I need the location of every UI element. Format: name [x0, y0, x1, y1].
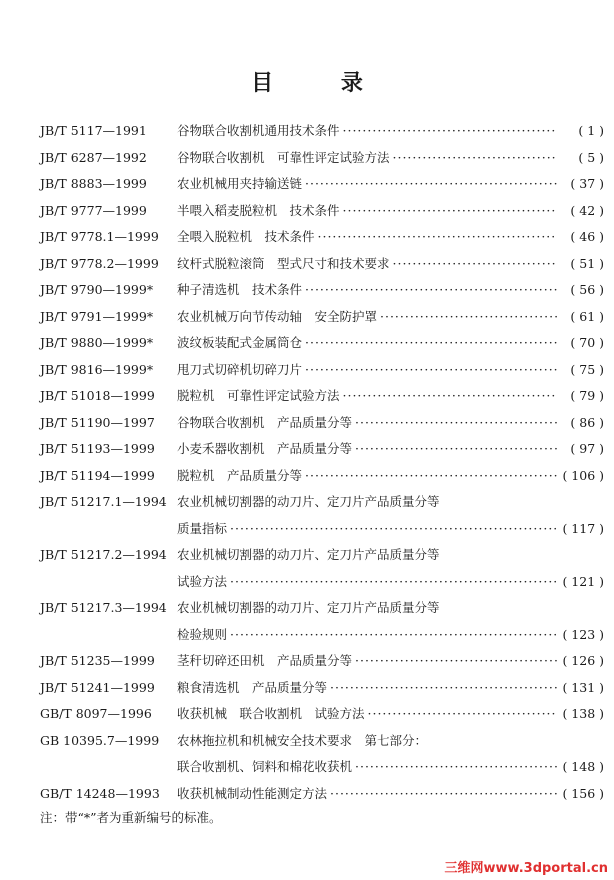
standard-code: GB 10395.7—1999	[40, 732, 160, 748]
table-of-contents	[0, 118, 614, 807]
dot-leader	[393, 251, 557, 278]
standard-code: JB/T 51241—1999	[40, 679, 155, 695]
entry-title-text: 脱粒机 可靠性评定试验方法	[177, 388, 340, 403]
page-number: ( 56 )	[570, 282, 604, 297]
entry-title-text: 农业机械切割器的动刀片、定刀片产品质量分等	[177, 600, 440, 615]
entry-title-text: 谷物联合收割机 可靠性评定试验方法	[177, 149, 390, 165]
standard-code: JB/T 51193—1999	[40, 441, 155, 456]
entry-title-text: 波纹板装配式金属筒仓	[177, 335, 303, 350]
standard-code: GB/T 14248—1993	[40, 785, 160, 801]
watermark: 三维网www.3dportal.cn	[444, 861, 608, 876]
standard-code: JB/T 9778.2—1999	[40, 255, 159, 271]
entry-title-text: 半喂入稻麦脱粒机 技术条件	[177, 202, 340, 218]
entry-title-text: 农业机械万向节传动轴 安全防护罩	[177, 308, 378, 324]
toc-entry-title	[177, 277, 604, 304]
entry-title-text: 纹杆式脱粒滚筒 型式尺寸和技术要求	[177, 255, 390, 271]
toc-row[interactable]	[0, 410, 614, 437]
entry-title-text: 收获机械 联合收割机 试验方法	[177, 706, 365, 721]
toc-row[interactable]	[0, 701, 614, 728]
toc-row[interactable]	[0, 463, 614, 490]
page-number: ( 106 )	[562, 467, 604, 483]
standard-code: JB/T 9778.1—1999	[40, 229, 159, 244]
standard-code: JB/T 9790—1999*	[40, 282, 154, 297]
page-number: ( 86 )	[570, 414, 604, 430]
page-number: ( 75 )	[570, 361, 604, 377]
toc-row[interactable]	[0, 754, 614, 781]
standard-code: JB/T 51194—1999	[40, 467, 155, 483]
dot-leader	[355, 648, 557, 675]
page-number: ( 1 )	[578, 123, 604, 138]
toc-entry-title	[177, 622, 604, 649]
entry-title-text: 联合收割机、饲料和棉花收获机	[177, 759, 353, 774]
dot-leader	[230, 516, 557, 543]
toc-row[interactable]	[0, 304, 614, 331]
toc-row[interactable]	[0, 675, 614, 702]
entry-title-text: 种子清选机 技术条件	[177, 282, 303, 297]
toc-entry-title	[177, 675, 604, 702]
standard-code: JB/T 51217.1—1994	[40, 494, 167, 509]
standard-code: JB/T 9791—1999*	[40, 308, 154, 324]
standard-code: JB/T 8883—1999	[40, 176, 147, 191]
page-number: ( 70 )	[570, 335, 604, 350]
toc-entry-title	[177, 224, 604, 251]
toc-row[interactable]	[0, 436, 614, 463]
entry-title-text: 粮食清选机 产品质量分等	[177, 679, 328, 695]
dot-leader	[368, 701, 557, 728]
standard-code: JB/T 51235—1999	[40, 653, 155, 668]
toc-entry-title	[177, 516, 604, 543]
page-number: ( 123 )	[562, 626, 604, 642]
toc-row[interactable]	[0, 251, 614, 278]
page-number: ( 37 )	[570, 176, 604, 191]
toc-entry-title	[177, 436, 604, 463]
toc-entry-title	[177, 304, 604, 331]
toc-entry-title	[177, 383, 604, 410]
dot-leader	[318, 224, 557, 251]
toc-entry-title	[177, 542, 604, 569]
toc-row[interactable]	[0, 542, 614, 569]
entry-title-text: 小麦禾器收割机 产品质量分等	[177, 441, 353, 456]
dot-leader	[343, 118, 557, 145]
entry-title-text: 谷物联合收割机 产品质量分等	[177, 414, 353, 430]
page-number: ( 156 )	[562, 785, 604, 801]
entry-title-text: 农业机械切割器的动刀片、定刀片产品质量分等	[177, 494, 440, 509]
toc-entry-title	[177, 118, 604, 145]
toc-row[interactable]	[0, 728, 614, 755]
toc-entry-title	[177, 357, 604, 384]
toc-entry-title	[177, 489, 604, 516]
dot-leader	[355, 410, 557, 437]
toc-entry-title	[177, 781, 604, 808]
entry-title-text: 收获机械制动性能测定方法	[177, 785, 328, 801]
standard-code: JB/T 51190—1997	[40, 414, 155, 430]
toc-entry-title	[177, 198, 604, 225]
toc-entry-title	[177, 701, 604, 728]
entry-title-text: 甩刀式切碎机切碎刀片	[177, 361, 303, 377]
standard-code: JB/T 51018—1999	[40, 388, 155, 403]
entry-title-text: 农林拖拉机和机械安全技术要求 第七部分：	[177, 732, 428, 748]
page-number: ( 5 )	[578, 149, 604, 165]
dot-leader	[343, 198, 557, 225]
toc-row[interactable]	[0, 569, 614, 596]
toc-entry-title	[177, 754, 604, 781]
toc-entry-title	[177, 569, 604, 596]
page-number: ( 61 )	[570, 308, 604, 324]
standard-code: JB/T 9777—1999	[40, 202, 147, 218]
dot-leader	[330, 781, 557, 808]
dot-leader	[355, 436, 557, 463]
entry-title-text: 质量指标	[177, 520, 228, 536]
toc-row[interactable]	[0, 224, 614, 251]
standard-code: JB/T 6287—1992	[40, 149, 147, 165]
toc-row[interactable]	[0, 648, 614, 675]
toc-entry-title	[177, 251, 604, 278]
page-number: ( 148 )	[562, 759, 604, 774]
dot-leader	[305, 357, 557, 384]
toc-row[interactable]	[0, 622, 614, 649]
toc-entry-title	[177, 648, 604, 675]
dot-leader	[380, 304, 557, 331]
page-number: ( 138 )	[562, 706, 604, 721]
toc-row[interactable]	[0, 489, 614, 516]
toc-row[interactable]	[0, 781, 614, 808]
page-number: ( 46 )	[570, 229, 604, 244]
toc-entry-title	[177, 171, 604, 198]
toc-row[interactable]	[0, 330, 614, 357]
page-title: 目 录	[251, 71, 393, 96]
standard-code: GB/T 8097—1996	[40, 706, 152, 721]
dot-leader	[230, 622, 557, 649]
dot-leader	[305, 463, 557, 490]
entry-title-text: 农业机械用夹持输送链	[177, 176, 303, 191]
toc-entry-title	[177, 410, 604, 437]
toc-entry-title	[177, 463, 604, 490]
toc-row[interactable]	[0, 198, 614, 225]
standard-code: JB/T 9880—1999*	[40, 335, 154, 350]
toc-row[interactable]	[0, 357, 614, 384]
standard-code: JB/T 51217.2—1994	[40, 547, 167, 562]
entry-title-text: 全喂入脱粒机 技术条件	[177, 229, 315, 244]
dot-leader	[330, 675, 557, 702]
dot-leader	[343, 383, 557, 410]
toc-row[interactable]	[0, 516, 614, 543]
standard-code: JB/T 51217.3—1994	[40, 600, 167, 615]
dot-leader	[230, 569, 557, 596]
toc-row[interactable]	[0, 277, 614, 304]
standard-code: JB/T 5117—1991	[40, 123, 147, 138]
page-number: ( 42 )	[570, 202, 604, 218]
dot-leader	[393, 145, 557, 172]
page-number: ( 97 )	[570, 441, 604, 456]
page-number: ( 79 )	[570, 388, 604, 403]
entry-title-text: 农业机械切割器的动刀片、定刀片产品质量分等	[177, 547, 440, 562]
toc-row[interactable]	[0, 595, 614, 622]
toc-row[interactable]	[0, 171, 614, 198]
toc-entry-title	[177, 330, 604, 357]
page-number: ( 51 )	[570, 255, 604, 271]
toc-entry-title	[177, 728, 604, 755]
toc-entry-title	[177, 145, 604, 172]
entry-title-text: 脱粒机 产品质量分等	[177, 467, 303, 483]
entry-title-text: 检验规则	[177, 626, 228, 642]
toc-row[interactable]	[0, 118, 614, 145]
page-number: ( 121 )	[562, 573, 604, 589]
page-number: ( 117 )	[562, 520, 604, 536]
dot-leader	[305, 171, 557, 198]
dot-leader	[305, 277, 557, 304]
toc-row[interactable]	[0, 145, 614, 172]
entry-title-text: 试验方法	[177, 573, 228, 589]
page-number: ( 131 )	[562, 679, 604, 695]
footnote: 注：带“*”者为重新编号的标准。	[40, 810, 222, 825]
toc-row[interactable]	[0, 383, 614, 410]
dot-leader	[355, 754, 557, 781]
dot-leader	[305, 330, 557, 357]
entry-title-text: 茎秆切碎还田机 产品质量分等	[177, 653, 353, 668]
toc-entry-title	[177, 595, 604, 622]
page-number: ( 126 )	[562, 653, 604, 668]
standard-code: JB/T 9816—1999*	[40, 361, 154, 377]
entry-title-text: 谷物联合收割机通用技术条件	[177, 123, 340, 138]
